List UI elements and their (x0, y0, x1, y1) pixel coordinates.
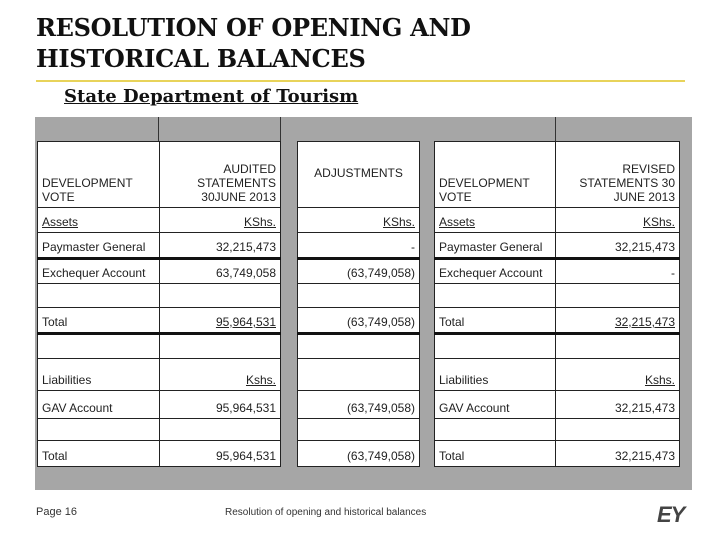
adjustments-table (297, 141, 420, 467)
header-vote: DEVELOPMENT VOTE (38, 142, 160, 208)
table-row (38, 359, 281, 391)
page-subtitle: State Department of Tourism (64, 86, 359, 107)
row-label (38, 419, 160, 441)
revised-value: 32,215,473 (556, 391, 680, 419)
row-label: Paymaster General (38, 233, 160, 259)
table-row (435, 441, 680, 467)
table-row (435, 284, 680, 308)
audited-value (160, 284, 281, 308)
row-label: Liabilities (38, 359, 160, 391)
audited-value (160, 334, 281, 359)
table-row (38, 259, 281, 284)
adjustment-value: - (298, 233, 420, 259)
strip-cell (35, 117, 159, 141)
table-row (298, 284, 420, 308)
revised-value: KShs. (556, 208, 680, 233)
table-row (38, 391, 281, 419)
table-row (298, 208, 420, 233)
audited-value: 63,749,058 (160, 259, 281, 284)
audited-value: 95,964,531 (160, 441, 281, 467)
table-row (435, 359, 680, 391)
page-number: Page 16 (36, 506, 77, 518)
adjustment-value (298, 359, 420, 391)
ey-logo: EY (657, 502, 685, 527)
row-label: Total (435, 308, 556, 334)
row-label (38, 284, 160, 308)
audited-value: 32,215,473 (160, 233, 281, 259)
row-label: Total (38, 441, 160, 467)
header-vote-right: DEVELOPMENT VOTE (435, 142, 556, 208)
row-label: Total (435, 441, 556, 467)
audited-value: 95,964,531 (160, 308, 281, 334)
adjustment-value: KShs. (298, 208, 420, 233)
revised-table (434, 141, 680, 467)
adjustment-value (298, 334, 420, 359)
table-row (435, 308, 680, 334)
row-label (435, 284, 556, 308)
table-row (38, 441, 281, 467)
revised-value: Kshs. (556, 359, 680, 391)
adjustment-value (298, 419, 420, 441)
adjustment-value: (63,749,058) (298, 308, 420, 334)
table-row (298, 419, 420, 441)
table-row (435, 208, 680, 233)
row-label: GAV Account (435, 391, 556, 419)
table-row (298, 259, 420, 284)
revised-value: 32,215,473 (556, 233, 680, 259)
table-row (38, 308, 281, 334)
header-adjustments: ADJUSTMENTS (298, 142, 420, 208)
row-label: Assets (38, 208, 160, 233)
table-row (298, 441, 420, 467)
audited-value: 95,964,531 (160, 391, 281, 419)
row-label (38, 334, 160, 359)
table-row (435, 391, 680, 419)
revised-value (556, 334, 680, 359)
page-title: RESOLUTION OF OPENING AND HISTORICAL BALANCES (36, 13, 471, 73)
strip-cell (159, 117, 281, 141)
table-row (298, 334, 420, 359)
audited-value: Kshs. (160, 359, 281, 391)
strip-cell (434, 117, 556, 141)
table-row (38, 284, 281, 308)
row-label: Paymaster General (435, 233, 556, 259)
adjustment-value: (63,749,058) (298, 441, 420, 467)
table-row (298, 233, 420, 259)
header-audited: AUDITED STATEMENTS 30JUNE 2013 (160, 142, 281, 208)
row-label: Liabilities (435, 359, 556, 391)
table-row (298, 391, 420, 419)
revised-value: 32,215,473 (556, 308, 680, 334)
table-row (435, 334, 680, 359)
adjustment-value (298, 284, 420, 308)
row-label (435, 419, 556, 441)
table-row (38, 419, 281, 441)
table-row (38, 334, 281, 359)
row-label (435, 334, 556, 359)
table-row (298, 308, 420, 334)
table-row (435, 233, 680, 259)
revised-value: - (556, 259, 680, 284)
table-row (298, 359, 420, 391)
row-label: Assets (435, 208, 556, 233)
header-revised: REVISED STATEMENTS 30 JUNE 2013 (556, 142, 680, 208)
table-row (38, 233, 281, 259)
title-divider (36, 80, 685, 82)
audited-value: KShs. (160, 208, 281, 233)
row-label: GAV Account (38, 391, 160, 419)
footer-title: Resolution of opening and historical balances (225, 507, 427, 518)
audited-table (37, 141, 281, 467)
table-row (38, 208, 281, 233)
row-label: Exchequer Account (435, 259, 556, 284)
row-label: Total (38, 308, 160, 334)
adjustment-value: (63,749,058) (298, 259, 420, 284)
revised-value (556, 419, 680, 441)
table-row (435, 259, 680, 284)
table-row (435, 419, 680, 441)
row-label: Exchequer Account (38, 259, 160, 284)
revised-value: 32,215,473 (556, 441, 680, 467)
adjustment-value: (63,749,058) (298, 391, 420, 419)
revised-value (556, 284, 680, 308)
audited-value (160, 419, 281, 441)
